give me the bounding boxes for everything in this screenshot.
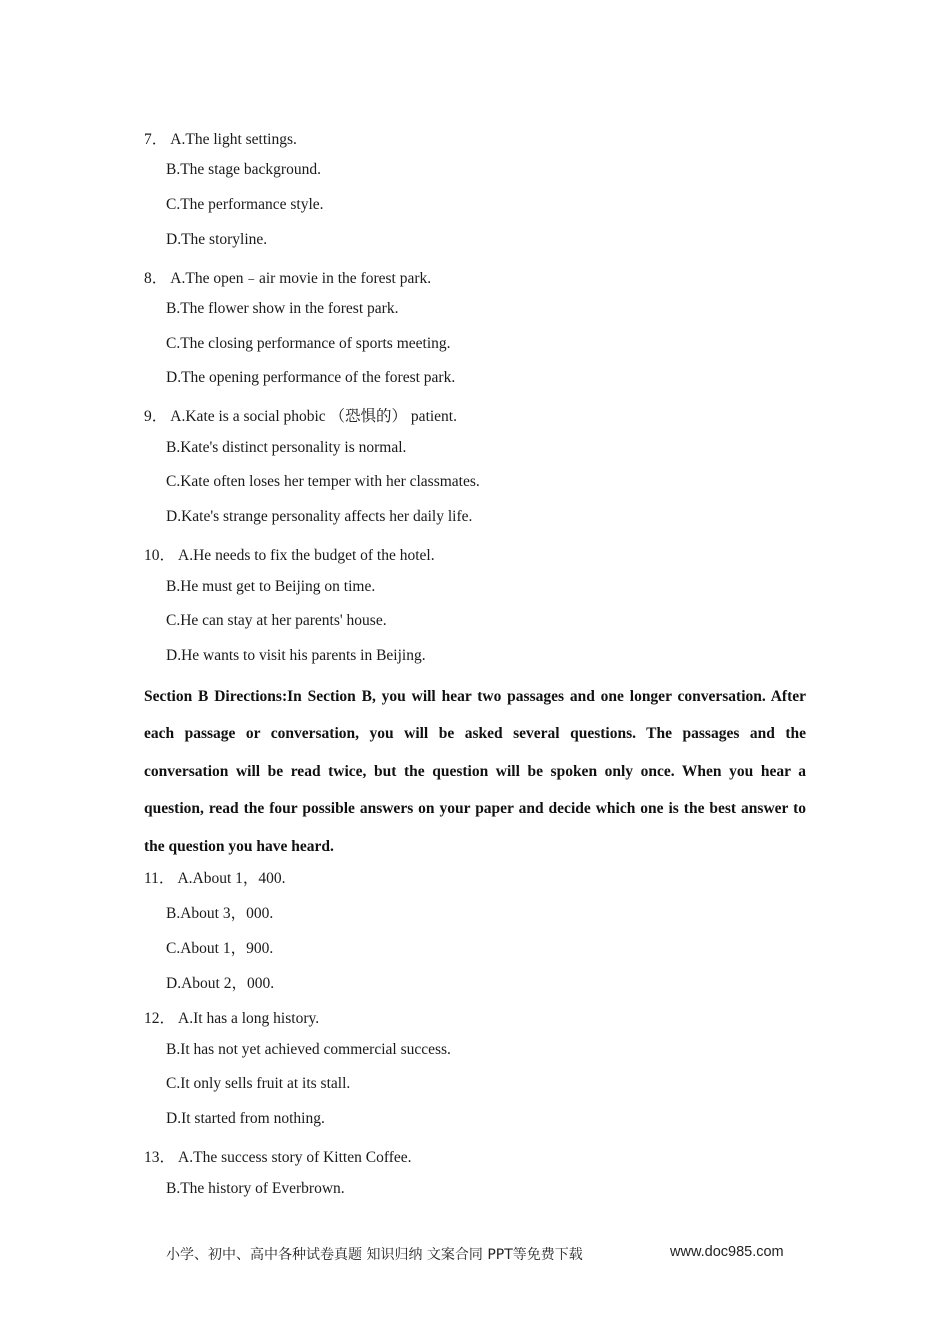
question-8 — [144, 266, 431, 288]
option-b: B.He must get to Beijing on time. — [166, 578, 376, 595]
question-13 — [144, 1145, 412, 1167]
option-b: B.The flower show in the forest park. — [166, 300, 399, 317]
question-11 — [144, 866, 286, 888]
option-b: B.The history of Everbrown. — [166, 1180, 345, 1197]
option-c: C.Kate often loses her temper with her classmates. — [166, 473, 480, 490]
question-9 — [144, 404, 457, 426]
option-b: B.It has not yet achieved commercial success. — [166, 1041, 451, 1058]
option-b: B.The stage background. — [166, 161, 321, 178]
option-a: A.He needs to fix the budget of the hotel. — [178, 547, 435, 564]
question-number: 9． — [144, 408, 168, 425]
option-a: A.It has a long history. — [178, 1010, 320, 1027]
option-d: D.He wants to visit his parents in Beijing. — [166, 647, 426, 664]
option-a: A.The light settings. — [170, 131, 297, 148]
footer-text: 小学、初中、高中各种试卷真题 知识归纳 文案合同 PPT等免费下载 — [166, 1247, 583, 1263]
option-c: C.About 1，900. — [166, 940, 274, 957]
option-b: B.About 3，000. — [166, 905, 274, 922]
question-10 — [144, 543, 435, 565]
question-number: 10． — [144, 547, 176, 564]
question-number: 12． — [144, 1010, 176, 1027]
option-c: C.The performance style. — [166, 196, 324, 213]
page-footer — [166, 1244, 784, 1264]
question-7 — [144, 127, 297, 149]
option-d: D.It started from nothing. — [166, 1110, 325, 1127]
option-c: C.It only sells fruit at its stall. — [166, 1075, 351, 1092]
footer-url-link[interactable]: www.doc985.com — [670, 1244, 784, 1260]
option-d: D.About 2，000. — [166, 975, 275, 992]
option-c: C.The closing performance of sports meeting. — [166, 335, 451, 352]
option-a: A.The success story of Kitten Coffee. — [178, 1149, 412, 1166]
option-a: A.The open﹣air movie in the forest park. — [170, 270, 432, 287]
option-d: D.The storyline. — [166, 231, 268, 248]
question-number: 13． — [144, 1149, 176, 1166]
option-a: A.Kate is a social phobic （恐惧的） patient. — [170, 408, 457, 425]
option-a: A.About 1，400. — [177, 870, 286, 887]
section-b-directions: Section B Directions:In Section B, you will hear two passages and one longer conversation. After each passage or conversation, you will be asked several questions. The passages and the conversation will be read twice, but the question will be spoken only once. When you hear a question, read the four possible answers on your paper and decide which one is the best answer to the question you have heard. — [144, 688, 806, 855]
option-b: B.Kate's distinct personality is normal. — [166, 439, 407, 456]
question-12 — [144, 1006, 319, 1028]
option-c: C.He can stay at her parents' house. — [166, 612, 387, 629]
question-number: 8． — [144, 270, 168, 287]
option-d: D.Kate's strange personality affects her daily life. — [166, 508, 473, 525]
question-number: 11． — [144, 870, 175, 887]
question-number: 7． — [144, 131, 168, 148]
option-d: D.The opening performance of the forest park. — [166, 369, 456, 386]
